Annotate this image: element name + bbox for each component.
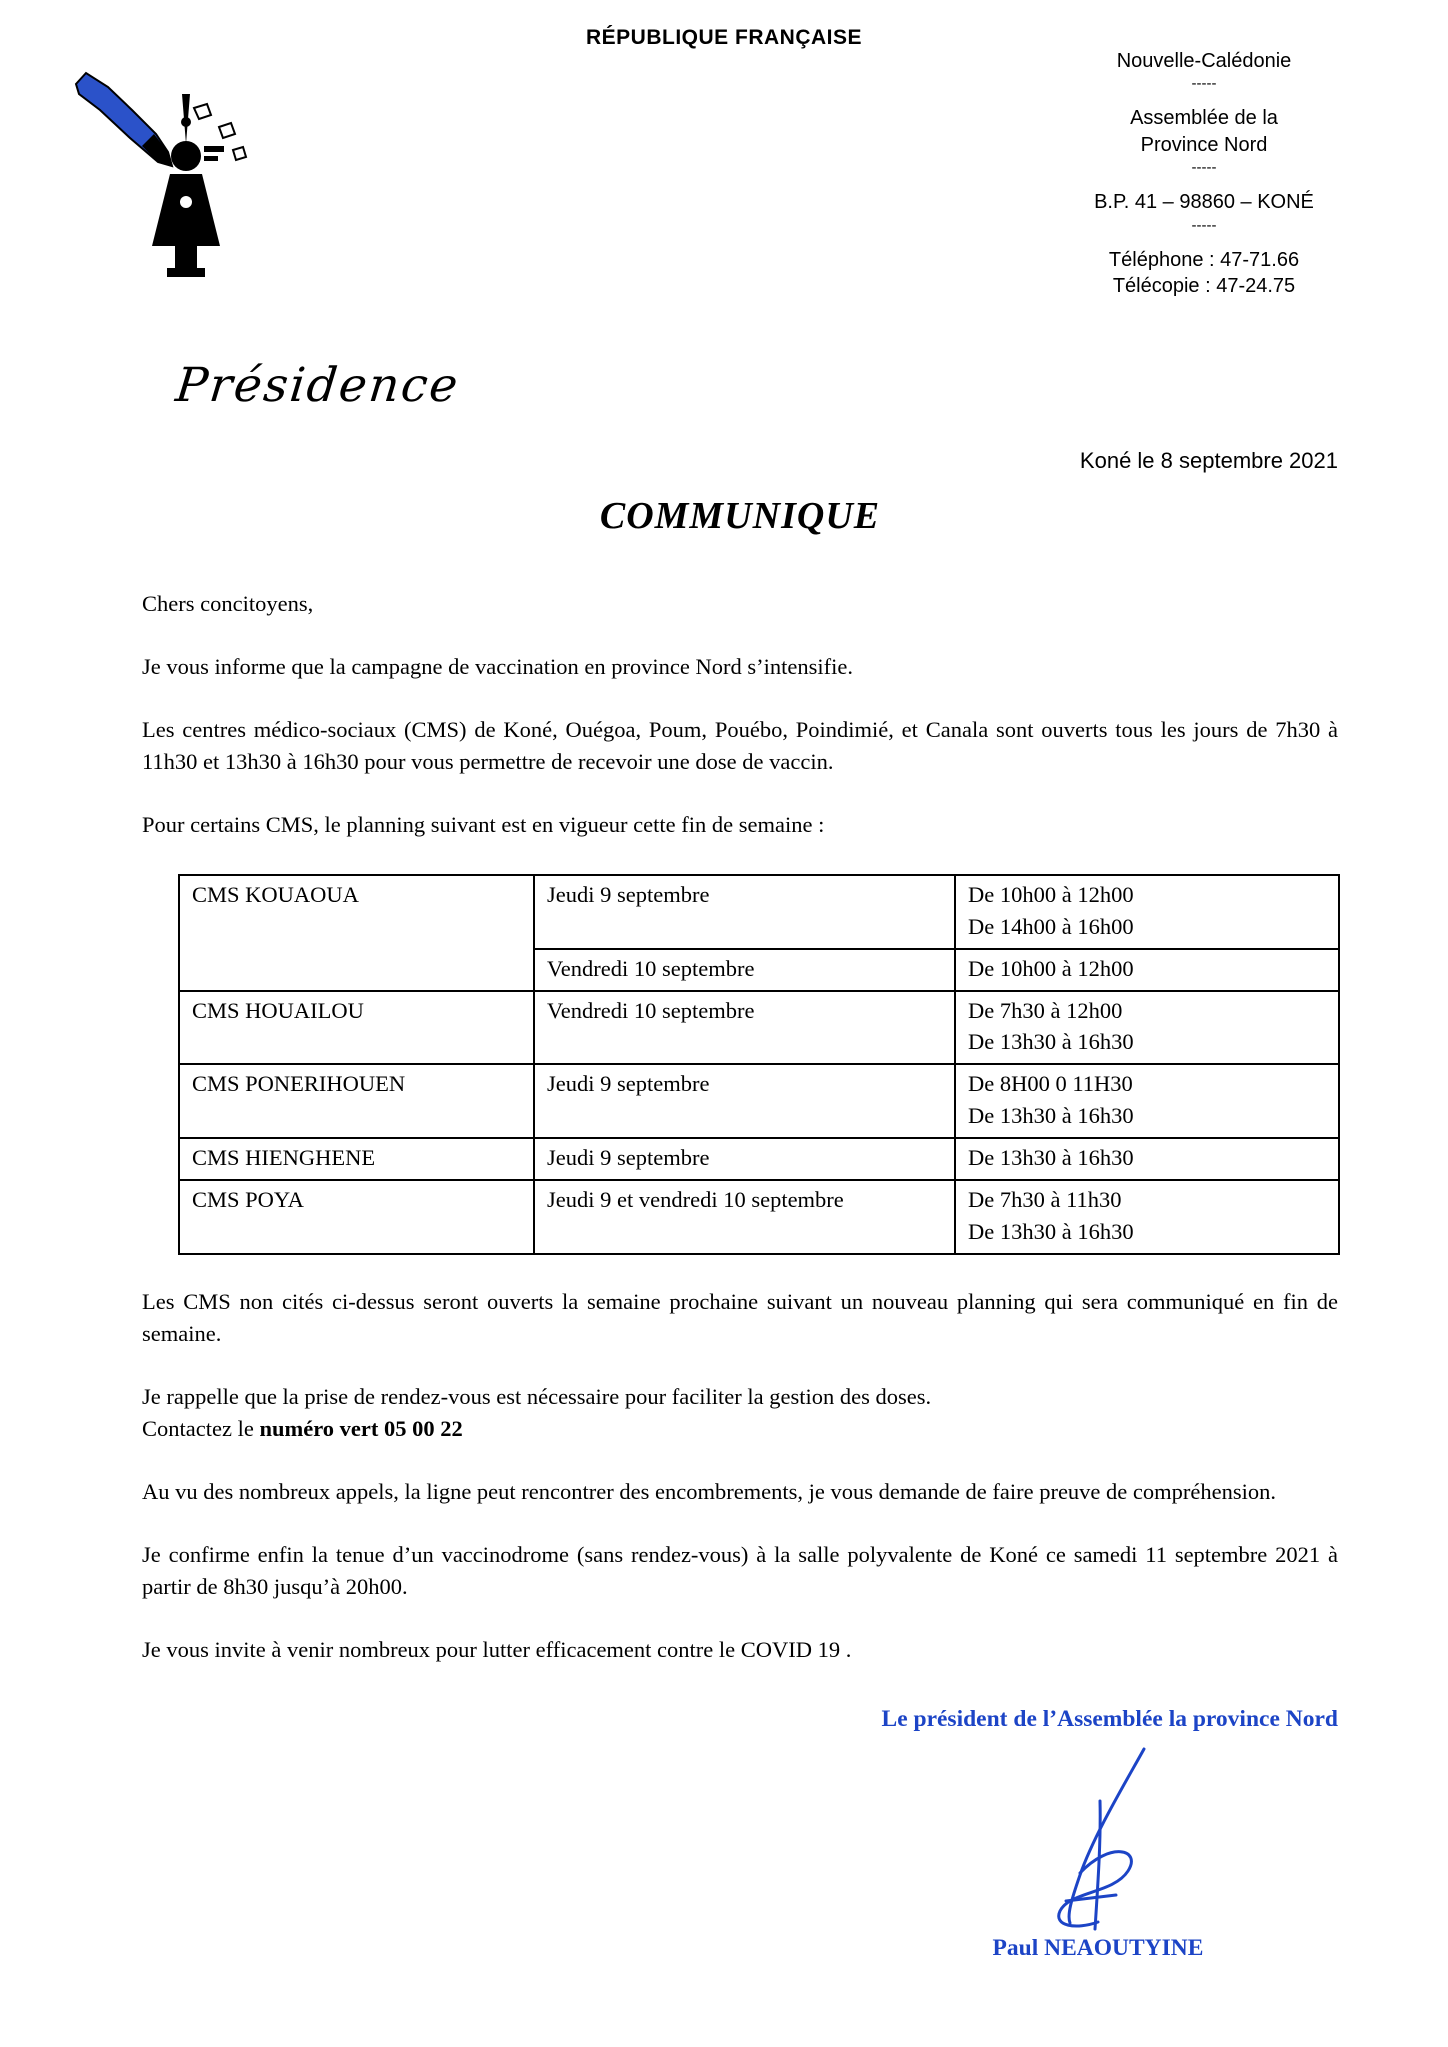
table-cell-date: Jeudi 9 et vendredi 10 septembre	[534, 1180, 955, 1254]
province-nord-logo	[72, 50, 290, 292]
table-cell-times	[955, 991, 1339, 1065]
contact-line	[142, 1413, 1338, 1445]
paragraph-vaccinodrome: Je confirme enfin la tenue d’un vaccinodrome (sans rendez-vous) à la salle polyvalente de Koné ce samedi 11 septembre 2021 à partir de 8h30 jusqu’à 20h00.	[142, 1541, 1338, 1599]
paragraph-closing: Je vous invite à venir nombreux pour lutter efficacement contre le COVID 19 .	[142, 1636, 852, 1662]
table-row	[179, 1138, 1339, 1180]
table-cell-date: Vendredi 10 septembre	[534, 949, 955, 991]
table-row	[179, 991, 1339, 1065]
fax-line: Télécopie : 47-24.75	[1112, 274, 1296, 297]
letter-content	[0, 448, 1448, 1962]
time-slot: De 10h00 à 12h00	[968, 881, 1134, 907]
signature-block	[858, 1733, 1338, 1962]
separator-dashes: -----	[1191, 159, 1217, 177]
table-cell-cms: CMS HIENGHENE	[179, 1138, 534, 1180]
republic-title: RÉPUBLIQUE FRANÇAISE	[585, 26, 863, 49]
table-cell-cms: CMS KOUAOUA	[179, 875, 534, 991]
presidence-script: Présidence	[173, 358, 463, 413]
paragraph-cms-hours: Les centres médico-sociaux (CMS) de Koné, Ouégoa, Poum, Pouébo, Poindimié, et Canala sont ouverts tous les jours de 7h30 à 11h30 et 13h30 à 16h30 pour vous permettre de recevoir une dose de vaccin.	[142, 716, 1338, 774]
table-cell-date: Jeudi 9 septembre	[534, 875, 955, 949]
paragraph-appointment	[142, 1381, 1338, 1445]
table-cell-times	[955, 1180, 1339, 1254]
time-slot: De 7h30 à 12h00	[968, 997, 1123, 1023]
table-cell-date: Jeudi 9 septembre	[534, 1064, 955, 1138]
time-slot: De 7h30 à 11h30	[968, 1187, 1122, 1213]
postal-address: B.P. 41 – 98860 – KONÉ	[1094, 191, 1314, 214]
table-cell-cms: CMS HOUAILOU	[179, 991, 534, 1065]
table-row	[179, 1180, 1339, 1254]
document-title: COMMUNIQUE	[599, 495, 881, 537]
assembly-name-line2: Province Nord	[1140, 133, 1268, 156]
phone-line: Téléphone : 47-71.66	[1108, 248, 1300, 271]
letterhead	[0, 0, 1448, 413]
paragraph-planning-lead: Pour certains CMS, le planning suivant est en vigueur cette fin de semaine :	[142, 811, 825, 837]
vaccination-planning-table	[178, 874, 1340, 1255]
date-place-line: Koné le 8 septembre 2021	[1079, 448, 1338, 473]
province-nord-logo-graphic	[72, 50, 290, 292]
paragraph-intro: Je vous informe que la campagne de vaccination en province Nord s’intensifie.	[142, 653, 854, 679]
paragraph-phone-load: Au vu des nombreux appels, la ligne peut rencontrer des encombrements, je vous demande de faire preuve de compréhension.	[142, 1478, 1276, 1504]
salutation: Chers concitoyens,	[142, 591, 314, 616]
time-slot: De 8H00 0 11H30	[968, 1071, 1133, 1097]
table-cell-cms: CMS POYA	[179, 1180, 534, 1254]
table-cell-times: De 13h30 à 16h30	[955, 1138, 1339, 1180]
time-slot: De 14h00 à 16h00	[968, 913, 1134, 939]
paragraph-other-cms: Les CMS non cités ci-dessus seront ouverts la semaine prochaine suivant un nouveau planning qui sera communiqué en fin de semaine.	[142, 1289, 1338, 1346]
table-cell-date: Vendredi 10 septembre	[534, 991, 955, 1065]
organization-block	[1036, 48, 1372, 299]
handwritten-signature	[948, 1743, 1248, 1931]
green-number: numéro vert 05 00 22	[259, 1415, 463, 1441]
assembly-name-line1: Assemblée de la	[1130, 107, 1278, 130]
table-cell-date: Jeudi 9 septembre	[534, 1138, 955, 1180]
time-slot: De 13h30 à 16h30	[968, 1029, 1134, 1055]
table-cell-cms: CMS PONERIHOUEN	[179, 1064, 534, 1138]
separator-dashes: -----	[1191, 216, 1217, 234]
contact-prefix: Contactez le	[142, 1415, 260, 1441]
time-slot: De 13h30 à 16h30	[968, 1219, 1134, 1245]
territory-name: Nouvelle-Calédonie	[1116, 50, 1292, 72]
table-row	[179, 1064, 1339, 1138]
president-title-line: Le président de l’Assemblée la province Nord	[881, 1705, 1338, 1732]
separator-dashes: -----	[1191, 75, 1217, 93]
table-cell-times: De 10h00 à 12h00	[955, 949, 1339, 991]
appointment-reminder: Je rappelle que la prise de rendez-vous est nécessaire pour faciliter la gestion des doses.	[142, 1383, 932, 1409]
president-name: Paul NEAOUTYINE	[992, 1934, 1204, 1961]
table-row	[179, 875, 1339, 949]
time-slot: De 13h30 à 16h30	[968, 1103, 1134, 1129]
table-cell-times	[955, 875, 1339, 949]
table-cell-times	[955, 1064, 1339, 1138]
